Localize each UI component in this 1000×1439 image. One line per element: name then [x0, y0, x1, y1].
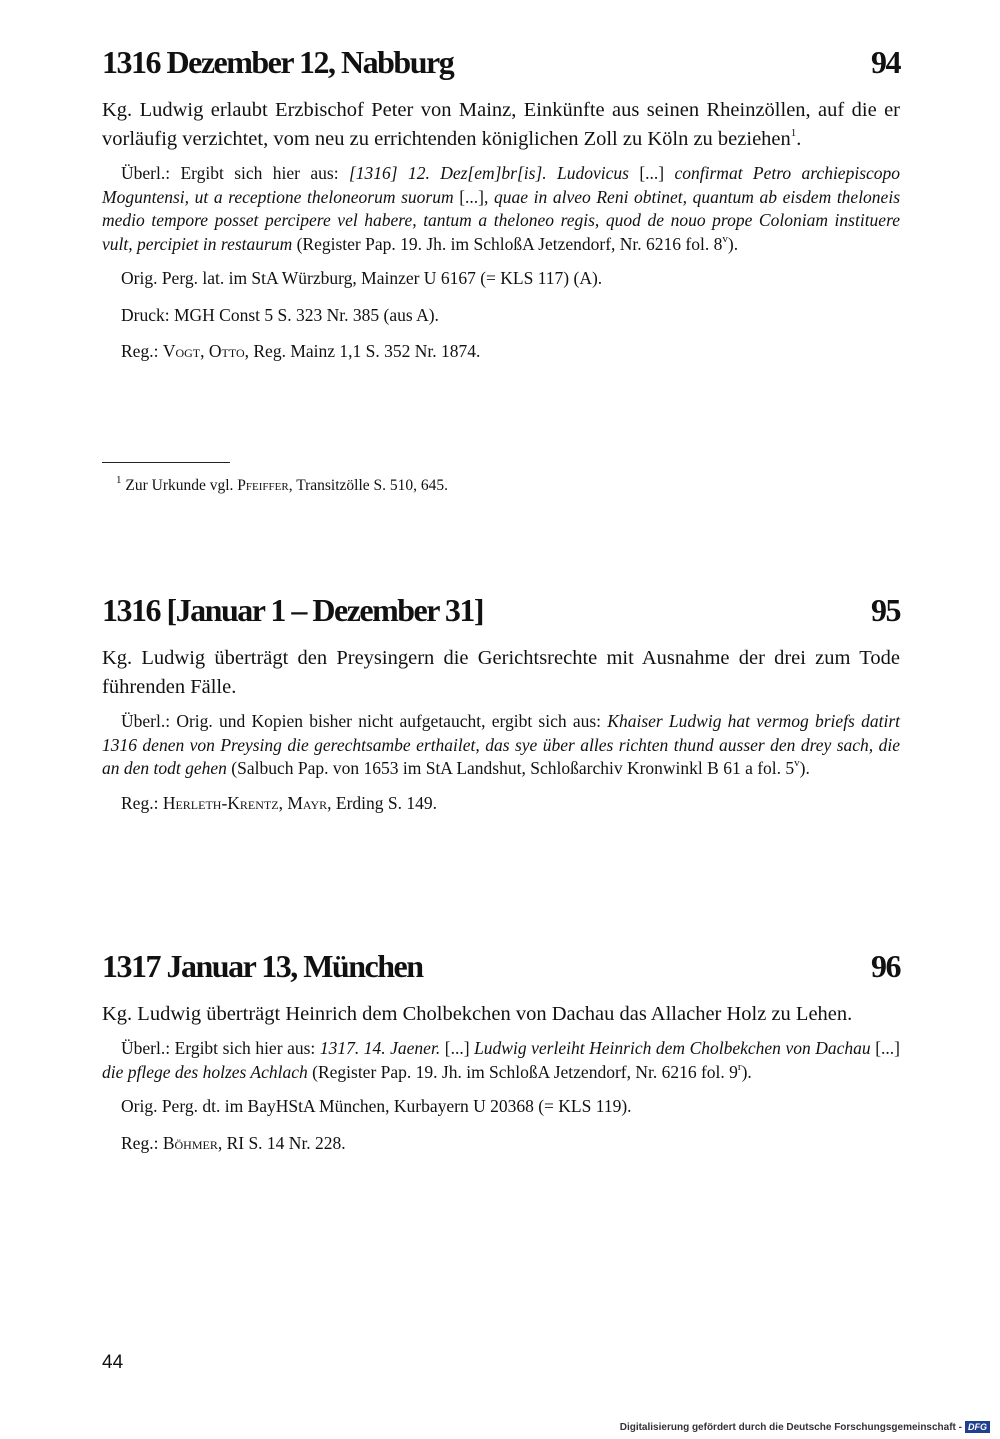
- print-note: Druck: MGH Const 5 S. 323 Nr. 385 (aus A).: [121, 304, 439, 325]
- page-number: 44: [102, 1352, 124, 1373]
- dfg-logo: DFG: [965, 1421, 990, 1433]
- entry-date-place: 1316 [Januar 1 – Dezember 31]: [102, 592, 484, 628]
- entry-heading: [102, 590, 900, 630]
- original-note: Orig. Perg. lat. im StA Würzburg, Mainzer U 6167 (= KLS 117) (A).: [121, 268, 603, 288]
- entry-number: 95: [871, 592, 900, 628]
- entry-summary: Kg. Ludwig überträgt Heinrich dem Cholbekchen von Dachau das Allacher Holz zu Lehen.: [102, 1003, 853, 1025]
- entry-heading: [102, 946, 900, 986]
- transmission-note: Überl.: Ergibt sich hier aus: [1316] 12. Dez[em]br[is]. Ludovicus [...] confirmat Petro archiepiscopo Moguntensi, ut a receptione theloneorum suorum [...], quae in alveo Reni obtinet, quantum ab eisdem theloneis medio tempore posset percipere vel habere, tantum a theloneo regis, quod de nouo prope Coloniam instituere vult, percipiet in restaurum (Register Pap. 19. Jh. im SchloßA Jetzendorf, Nr. 6216 fol. 8$^v$).: [102, 163, 901, 254]
- entry-95: [102, 590, 900, 828]
- entry-number: 96: [871, 948, 900, 984]
- footnote: $^1$ Zur Urkunde vgl. Pfeiffer, Transitzölle S. 510, 645.: [116, 473, 449, 494]
- regest-note: Reg.: Herleth-Krentz, Mayr, Erding S. 149.: [121, 792, 437, 813]
- entry-date-place: 1317 Januar 13, München: [102, 948, 423, 984]
- funding-credit: [620, 1421, 990, 1433]
- entry-96: [102, 946, 900, 1168]
- transmission-note: Überl.: Orig. und Kopien bisher nicht aufgetaucht, ergibt sich aus: Khaiser Ludwig hat vermog briefs datirt 1316 denen von Preysing die gerechtsambe erthailet, das sye über alles richten thund ausser den drey sach, die an den todt gehen (Salbuch Pap. von 1653 im StA Landshut, Schloßarchiv Kronwinkl B 61 a fol. 5$^v$).: [102, 711, 900, 778]
- transmission-note: Überl.: Ergibt sich hier aus: 1317. 14. Jaener. [...] Ludwig verleiht Heinrich dem Cholbekchen von Dachau [...] die pflege des holzes Achlach (Register Pap. 19. Jh. im SchloßA Jetzendorf, Nr. 6216 fol. 9$^r$).: [102, 1038, 901, 1082]
- regest-note: Reg.: Vogt, Otto, Reg. Mainz 1,1 S. 352 Nr. 1874.: [121, 341, 481, 361]
- entry-date-place: 1316 Dezember 12, Nabburg: [102, 44, 454, 80]
- funding-credit-text: Digitalisierung gefördert durch die Deutsche Forschungsgemeinschaft -: [619, 1421, 962, 1433]
- original-note: Orig. Perg. dt. im BayHStA München, Kurbayern U 20368 (= KLS 119).: [121, 1096, 632, 1116]
- entry-heading: [102, 42, 900, 82]
- entry-94: [102, 42, 900, 377]
- entry-summary: Kg. Ludwig erlaubt Erzbischof Peter von Mainz, Einkünfte aus seinen Rheinzöllen, auf die er vorläufig verzichtet, vom neu zu errichtenden königlichen Zoll zu Köln zu beziehen$^1$.: [102, 99, 900, 150]
- footnote-divider: [102, 462, 230, 463]
- footnote-ref: 1: [790, 127, 797, 140]
- entry-number: 94: [871, 44, 900, 80]
- regest-note: Reg.: Böhmer, RI S. 14 Nr. 228.: [121, 1132, 346, 1153]
- entry-summary: Kg. Ludwig überträgt den Preysingern die Gerichtsrechte mit Ausnahme der drei zum Tode führenden Fälle.: [102, 647, 900, 698]
